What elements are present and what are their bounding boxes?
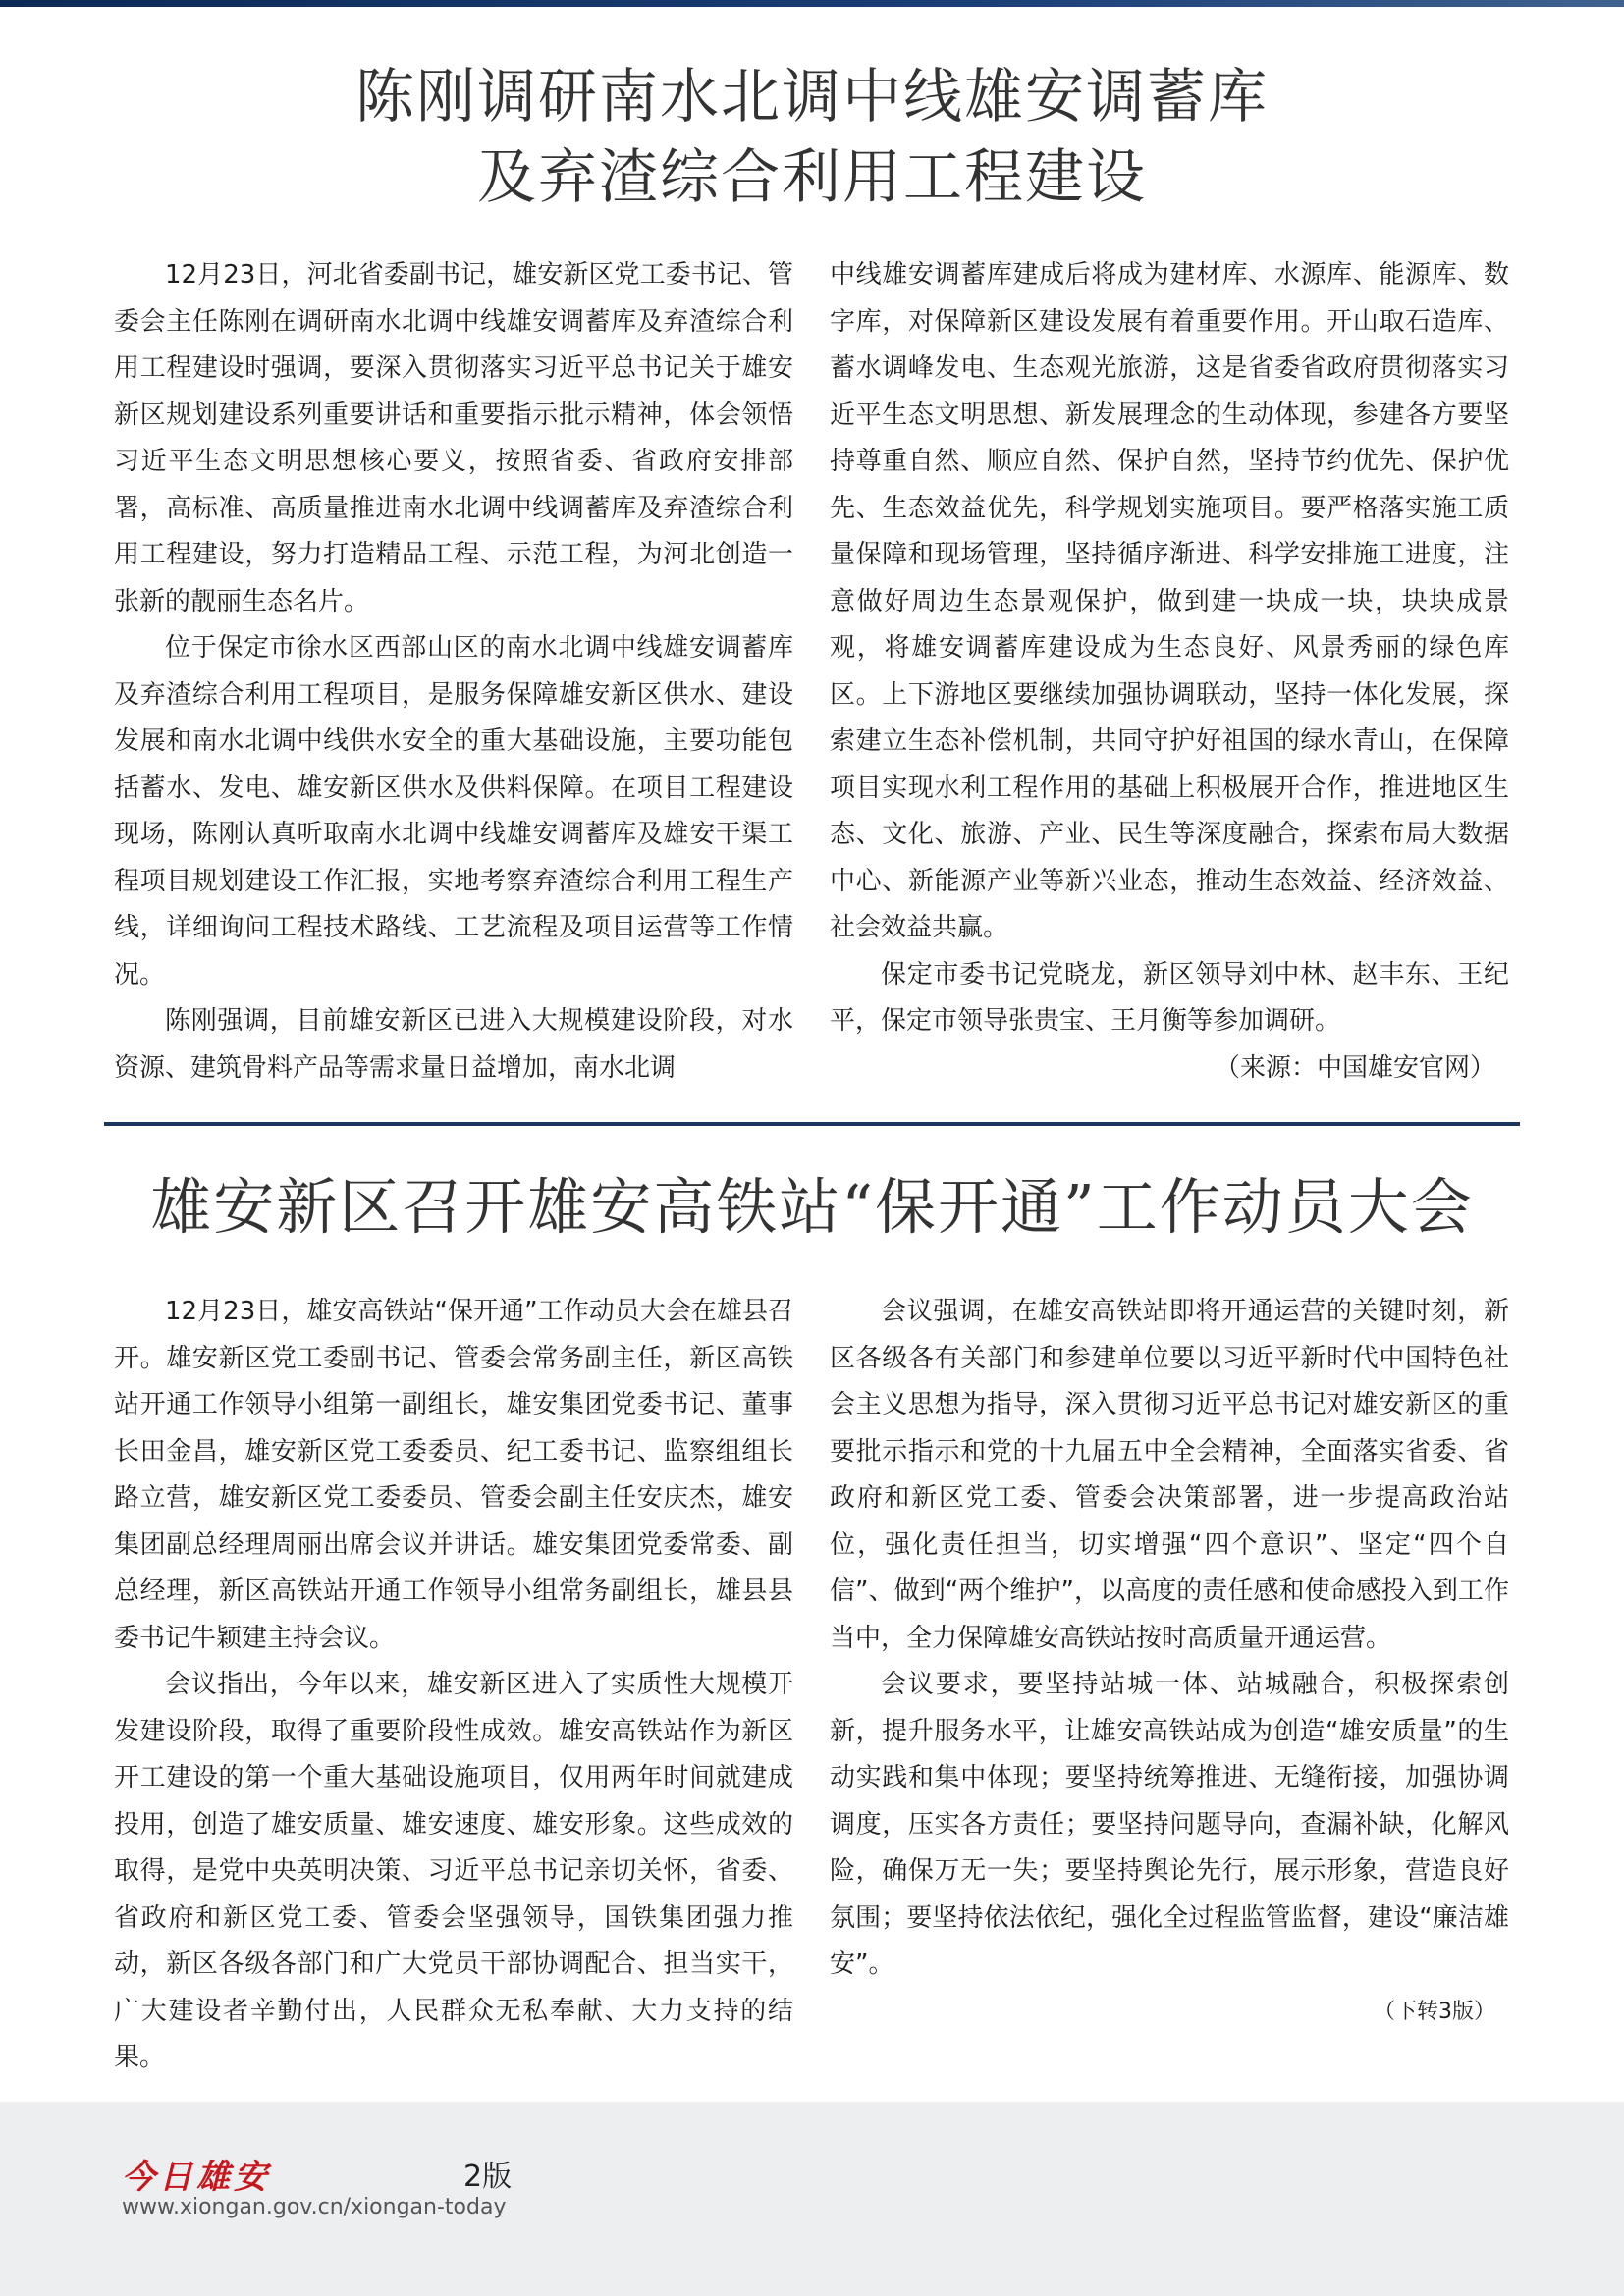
article2-left-column [114, 1289, 793, 2082]
article1-title [0, 57, 1624, 218]
article2-continued-note: （下转3版） [1374, 1999, 1495, 2024]
article1-paragraph-1: 12月23日，河北省委副书记，雄安新区党工委书记、管委会主任陈刚在调研南水北调中线雄安调蓄库及弃渣综合利用工程建设时强调，要深入贯彻落实习近平总书记关于雄安新区规划建设系列重要讲话和重要指示批示精神，体会领悟习近平生态文明思想核心要义，按照省委、省政府安排部署，高标准、高质量推进南水北调中线调蓄库及弃渣综合利用工程建设，努力打造精品工程、示范工程，为河北创造一张新的靓丽生态名片。 [114, 260, 793, 616]
article1-left-column [114, 252, 793, 1092]
article2-paragraph-1: 12月23日，雄安高铁站“保开通”工作动员大会在雄县召开。雄安新区党工委副书记、管委会常务副主任，新区高铁站开通工作领导小组第一副组长，雄安集团党委书记、董事长田金昌，雄安新区党工委委员、纪工委书记、监察组组长路立营，雄安新区党工委委员、管委会副主任安庆杰，雄安集团副总经理周丽出席会议并讲话。雄安集团党委常委、副总经理，新区高铁站开通工作领导小组常务副组长，雄县县委书记牛颖建主持会议。 [114, 1297, 793, 1653]
article-divider [104, 1122, 1520, 1126]
article2-paragraph-3: 会议强调，在雄安高铁站即将开通运营的关键时刻，新区各级各有关部门和参建单位要以习近平新时代中国特色社会主义思想为指导，深入贯彻习近平总书记对雄安新区的重要批示指示和党的十九届五中全会精神，全面落实省委、省政府和新区党工委、管委会决策部署，进一步提高政治站位，强化责任担当，切实增强“四个意识”、坚定“四个自信”、做到“两个维护”，以高度的责任感和使命感投入到工作当中，全力保障雄安高铁站按时高质量开通运营。 [830, 1297, 1509, 1653]
article1-title-line-1: 陈刚调研南水北调中线雄安调蓄库 [355, 63, 1269, 132]
article1-paragraph-4: 保定市委书记党晓龙，新区领导刘中林、赵丰东、王纪平，保定市领导张贵宝、王月衡等参加调研。 [830, 959, 1509, 1036]
article1-paragraph-3: 陈刚强调，目前雄安新区已进入大规模建设阶段，对水资源、建筑骨料产品等需求量日益增加，南水北调 [114, 1006, 793, 1083]
article1-paragraph-2: 位于保定市徐水区西部山区的南水北调中线雄安调蓄库及弃渣综合利用工程项目，是服务保障雄安新区供水、建设发展和南水北调中线供水安全的重大基础设施，主要功能包括蓄水、发电、雄安新区供水及供料保障。在项目工程建设现场，陈刚认真听取南水北调中线雄安调蓄库及雄安干渠工程项目规划建设工作汇报，实地考察弃渣综合利用工程生产线，详细询问工程技术路线、工艺流程及项目运营等工作情况。 [114, 633, 793, 989]
article2-title: 雄安新区召开雄安高铁站“保开通”工作动员大会 [150, 1171, 1474, 1243]
article1-right-column [830, 252, 1509, 1092]
top-accent-bar [0, 0, 1624, 7]
publication-logo: 今日雄安 [122, 2158, 271, 2197]
article1-source: （来源：中国雄安官网） [1214, 1052, 1495, 1083]
article1-paragraph-3-continued: 中线雄安调蓄库建成后将成为建材库、水源库、能源库、数字库，对保障新区建设发展有着重要作用。开山取石造库、蓄水调峰发电、生态观光旅游，这是省委省政府贯彻落实习近平生态文明思想、新发展理念的生动体现，参建各方要坚持尊重自然、顺应自然、保护自然，坚持节约优先、保护优先、生态效益优先，科学规划实施项目。要严格落实施工质量保障和现场管理，坚持循序渐进、科学安排施工进度，注意做好周边生态景观保护，做到建一块成一块，块块成景观，将雄安调蓄库建设成为生态良好、风景秀丽的绿色库区。上下游地区要继续加强协调联动，坚持一体化发展，探索建立生态补偿机制，共同守护好祖国的绿水青山，在保障项目实现水利工程作用的基础上积极展开合作，推进地区生态、文化、旅游、产业、民生等深度融合，探索布局大数据中心、新能源产业等新兴业态，推动生态效益、经济效益、社会效益共赢。 [830, 260, 1509, 942]
article2-right-column [830, 1289, 1509, 2035]
article1-title-line-2: 及弃渣综合利用工程建设 [477, 143, 1147, 212]
article2-paragraph-2: 会议指出，今年以来，雄安新区进入了实质性大规模开发建设阶段，取得了重要阶段性成效。雄安高铁站作为新区开工建设的第一个重大基础设施项目，仅用两年时间就建成投用，创造了雄安质量、雄安速度、雄安形象。这些成效的取得，是党中央英明决策、习近平总书记亲切关怀，省委、省政府和新区党工委、管委会坚强领导，国铁集团强力推动，新区各级各部门和广大党员干部协调配合、担当实干，广大建设者辛勤付出，人民群众无私奉献、大力支持的结果。 [114, 1670, 793, 2072]
page-number: 2版 [463, 2160, 513, 2194]
article2-paragraph-4: 会议要求，要坚持站城一体、站城融合，积极探索创新，提升服务水平，让雄安高铁站成为创造“雄安质量”的生动实践和集中体现；要坚持统筹推进、无缝衔接，加强协调调度，压实各方责任；要坚持问题导向，查漏补缺，化解风险，确保万无一失；要坚持舆论先行，展示形象，营造良好氛围；要坚持依法依纪，强化全过程监管监督，建设“廉洁雄安”。 [830, 1670, 1509, 1979]
footer-url[interactable]: www.xiongan.gov.cn/xiongan-today [122, 2195, 507, 2219]
